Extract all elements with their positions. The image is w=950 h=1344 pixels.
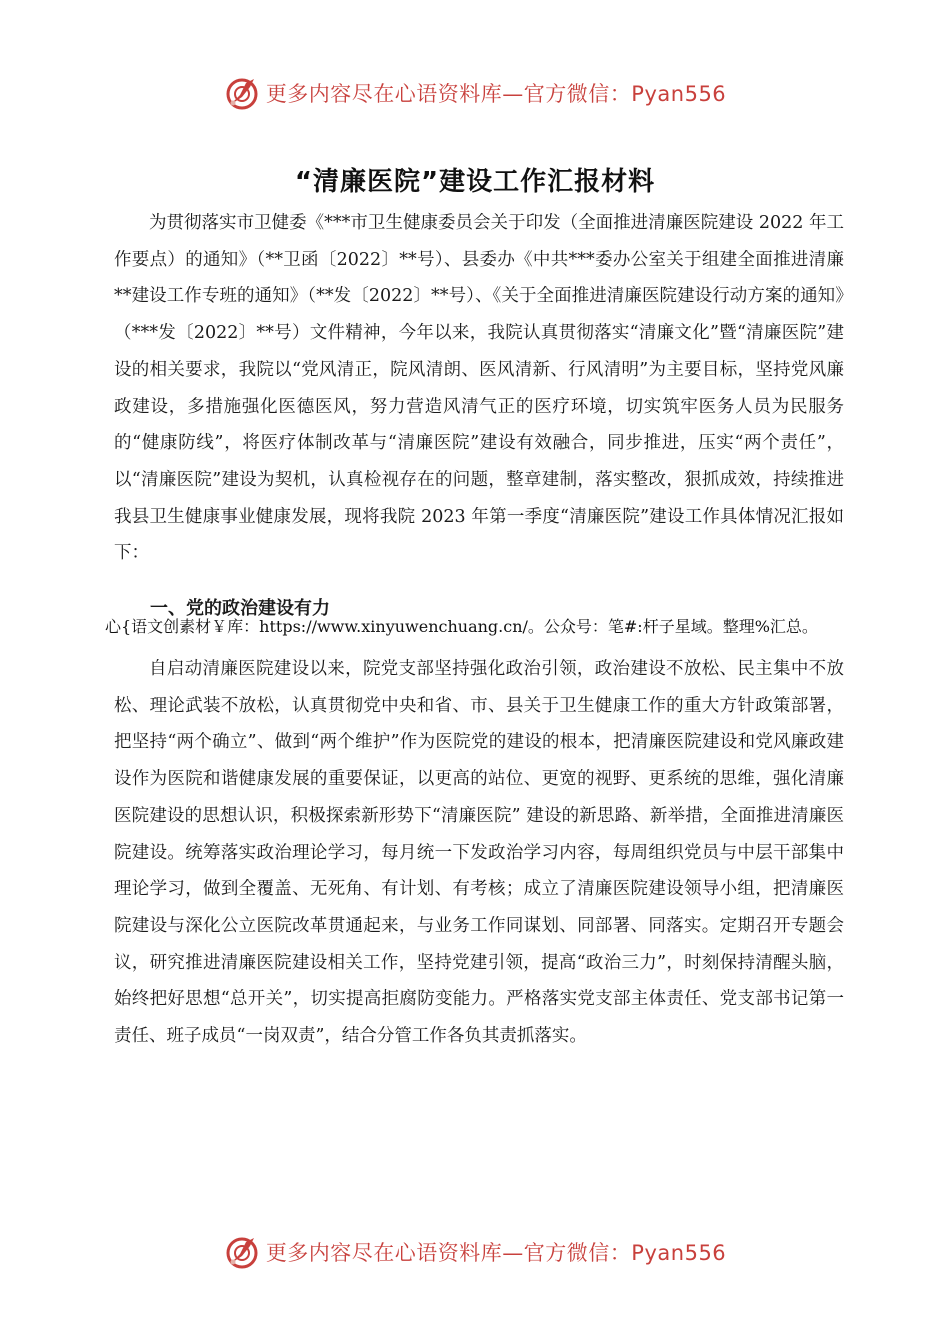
watermark-note: 心{语文创素材￥库：https://www.xinyuwenchuang.cn/。公众号：笔#:杆子星域。整理%汇总。 [105,617,818,636]
banner-text: 更多内容尽在心语资料库—官方微信：Pyan556 [265,82,727,106]
document-title: “清廉医院”建设工作汇报材料 [294,167,656,198]
section-1-heading: 一、党的政治建设有力 [150,598,330,619]
brand-logo-icon [224,1234,260,1270]
intro-paragraph: 为贯彻落实市卫健委《***市卫生健康委员会关于印发（全面推进清廉医院建设 2022 年工作要点）的通知》（**卫函〔2022〕**号）、县委办《中共***委办公室关于组建全面推进清廉**建设工作专班的通知》（**发〔2022〕**号）、《关于全面推进清廉医院建设行动方案的通知》（***发〔2022〕**号）文件精神，今年以来，我院认真贯彻落实“清廉文化”暨“清廉医院”建设的相关要求，我院以“党风清正，院风清朗、医风清新、行风清明”为主要目标，坚持党风廉政建设，多措施强化医德医风，努力营造风清气正的医疗环境，切实筑牢医务人员为民服务的“健康防线”，将医疗体制改革与“清廉医院”建设有效融合，同步推进，压实“两个责任”，以“清廉医院”建设为契机，认真检视存在的问题，整章建制，落实整改，狠抓成效，持续推进我县卫生健康事业健康发展，现将我院 2023 年第一季度“清廉医院”建设工作具体情况汇报如下： [114,213,844,564]
section-1-body: 自启动清廉医院建设以来，院党支部坚持强化政治引领，政治建设不放松、民主集中不放松、理论武装不放松，认真贯彻党中央和省、市、县关于卫生健康工作的重大方针政策部署，把坚持“两个确立”、做到“两个维护”作为医院党的建设的根本，把清廉医院建设和党风廉政建设作为医院和谐健康发展的重要保证，以更高的站位、更宽的视野、更系统的思维，强化清廉医院建设的思想认识，积极探索新形势下“清廉医院” 建设的新思路、新举措，全面推进清廉医院建设。统筹落实政治理论学习，每月统一下发政治学习内容，每周组织党员与中层干部集中理论学习，做到全覆盖、无死角、有计划、有考核；成立了清廉医院建设领导小组，把清廉医院建设与深化公立医院改革贯通起来，与业务工作同谋划、同部署、同落实。定期召开专题会议，研究推进清廉医院建设相关工作，坚持党建引领，提高“政治三力”，时刻保持清醒头脑，始终把好思想“总开关”，切实提高拒腐防变能力。严格落实党支部主体责任、党支部书记第一责任、班子成员“一岗双责”，结合分管工作各负其责抓落实。 [114,659,844,1047]
header-banner [0,73,950,113]
brand-logo-icon [224,75,260,111]
footer-banner [0,1232,950,1272]
banner-text: 更多内容尽在心语资料库—官方微信：Pyan556 [265,1241,727,1265]
